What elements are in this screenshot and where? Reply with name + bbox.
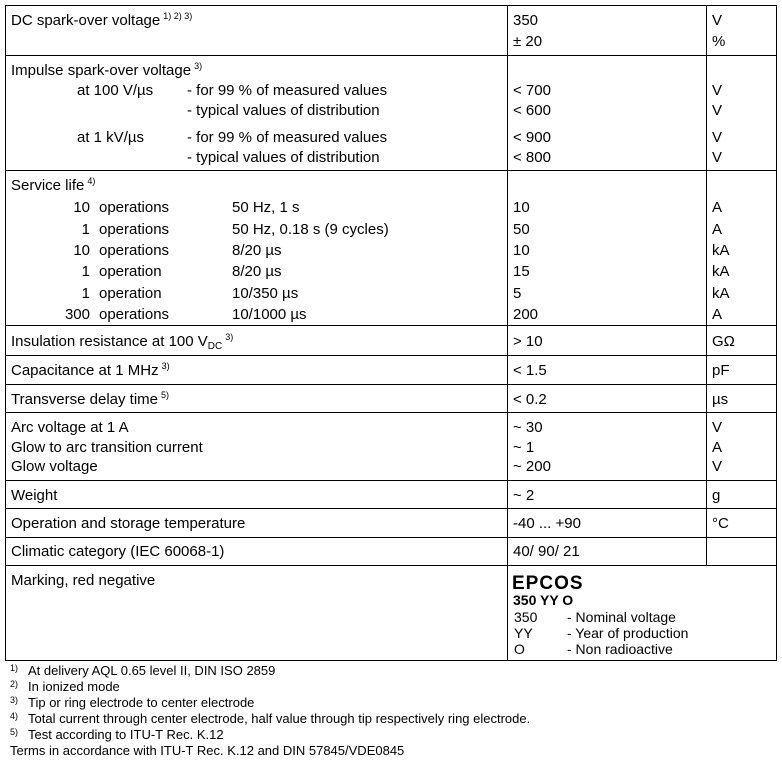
impulse-value-1-1: < 700 xyxy=(513,82,551,99)
terms-note: Terms in accordance with ITU-T Rec. K.12 and DIN 57845/VDE0845 xyxy=(10,743,405,758)
impulse-desc-2-2: - typical values of distribution xyxy=(187,149,380,166)
capacitance-unit: pF xyxy=(712,362,730,379)
marking-key: YY xyxy=(514,625,533,641)
weight-value: ~ 2 xyxy=(513,487,535,504)
capacitance-footnote-ref: 3) xyxy=(161,361,170,371)
glow-arc-current-label: Glow to arc transition current xyxy=(11,439,203,456)
marking-desc: - Non radioactive xyxy=(567,641,673,657)
impulse-value-2-2: < 800 xyxy=(513,149,551,166)
footnote-number: 4) xyxy=(10,711,19,721)
delay-label-text: Transverse delay time xyxy=(11,391,158,408)
footnote-number: 3) xyxy=(10,695,19,705)
impulse-value-1-2: < 600 xyxy=(513,102,551,119)
table-top-border xyxy=(5,5,777,6)
insulation-label-text: Insulation resistance at 100 V xyxy=(11,333,208,350)
service-value: 15 xyxy=(513,263,530,280)
service-count: 1 xyxy=(81,221,90,238)
service-count: 1 xyxy=(81,285,90,302)
glow-arc-current-value: ~ 1 xyxy=(513,439,535,456)
service-value: 200 xyxy=(513,306,539,323)
arc-voltage-value: ~ 30 xyxy=(513,419,543,436)
impulse-rate-2: at 1 kV/µs xyxy=(77,129,145,146)
service-ops: operation xyxy=(99,263,162,280)
impulse-unit-2-2: V xyxy=(712,149,723,166)
glow-voltage-unit: V xyxy=(712,458,723,475)
service-value: 10 xyxy=(513,242,530,259)
delay-footnote-ref: 5) xyxy=(161,390,170,400)
service-ops: operations xyxy=(99,221,170,238)
service-count: 10 xyxy=(73,242,90,259)
marking-key: O xyxy=(514,641,525,657)
marking-label: Marking, red negative xyxy=(11,572,156,589)
dc-spark-over-label xyxy=(11,12,192,31)
dc-value-1: 350 xyxy=(513,12,539,29)
temperature-unit: °C xyxy=(712,515,729,532)
service-ops: operations xyxy=(99,242,170,259)
service-condition: 10/1000 µs xyxy=(232,306,307,323)
footnote-number: 1) xyxy=(10,663,19,673)
dc-label-text: DC spark-over voltage xyxy=(11,12,161,29)
service-unit: kA xyxy=(712,263,730,280)
footnote xyxy=(10,695,254,712)
service-unit: kA xyxy=(712,285,730,302)
climatic-value: 40/ 90/ 21 xyxy=(513,543,580,560)
glow-voltage-value: ~ 200 xyxy=(513,458,551,475)
service-value: 50 xyxy=(513,221,530,238)
insulation-footnote-ref: 3) xyxy=(225,332,234,342)
insulation-unit: GΩ xyxy=(712,333,735,350)
footnote xyxy=(10,711,530,728)
row-divider xyxy=(5,384,777,385)
footnote-text: In ionized mode xyxy=(28,679,120,694)
service-ops: operations xyxy=(99,306,170,323)
delay-value: < 0.2 xyxy=(513,391,547,408)
service-footnote-ref: 4) xyxy=(87,176,96,186)
impulse-label xyxy=(11,62,202,81)
glow-voltage-label: Glow voltage xyxy=(11,458,98,475)
dc-unit-1: V xyxy=(712,12,723,29)
marking-desc: - Nominal voltage xyxy=(567,609,676,625)
impulse-unit-1-1: V xyxy=(712,82,723,99)
row-divider xyxy=(5,170,777,171)
dc-unit-2: % xyxy=(712,33,726,50)
table-right-border xyxy=(776,5,777,660)
impulse-unit-2-1: V xyxy=(712,129,723,146)
table-left-border xyxy=(5,5,6,660)
weight-unit: g xyxy=(712,487,721,504)
arc-voltage-label: Arc voltage at 1 A xyxy=(11,419,129,436)
footnote-text: Test according to ITU-T Rec. K.12 xyxy=(28,727,224,742)
insulation-subscript: DC xyxy=(207,341,223,352)
service-count: 1 xyxy=(81,263,90,280)
footnote-number: 2) xyxy=(10,679,19,689)
row-divider xyxy=(5,565,777,566)
capacitance-label xyxy=(11,362,170,381)
row-divider xyxy=(5,55,777,56)
row-divider xyxy=(5,325,777,326)
row-divider xyxy=(5,537,777,538)
impulse-unit-1-2: V xyxy=(712,102,723,119)
service-value: 10 xyxy=(513,199,530,216)
impulse-footnote-ref: 3) xyxy=(194,61,203,71)
row-divider xyxy=(5,412,777,413)
delay-label xyxy=(11,391,169,410)
impulse-desc-1-1: - for 99 % of measured values xyxy=(187,82,388,99)
row-divider xyxy=(5,508,777,509)
impulse-desc-1-2: - typical values of distribution xyxy=(187,102,380,119)
impulse-value-2-1: < 900 xyxy=(513,129,551,146)
insulation-value: > 10 xyxy=(513,333,543,350)
impulse-desc-2-1: - for 99 % of measured values xyxy=(187,129,388,146)
dc-value-2: ± 20 xyxy=(513,33,543,50)
impulse-rate-1: at 100 V/µs xyxy=(77,82,154,99)
service-unit: A xyxy=(712,306,723,323)
service-ops: operation xyxy=(99,285,162,302)
capacitance-value: < 1.5 xyxy=(513,362,547,379)
service-unit: kA xyxy=(712,242,730,259)
service-condition: 8/20 µs xyxy=(232,242,282,259)
footnote-text: Total current through center electrode, half value through tip respectively ring electrode. xyxy=(28,711,531,726)
epcos-logo: EPCOS xyxy=(512,573,584,594)
capacitance-label-text: Capacitance at 1 MHz xyxy=(11,362,159,379)
footnote xyxy=(10,727,224,744)
climatic-label: Climatic category (IEC 60068-1) xyxy=(11,543,225,560)
glow-arc-current-unit: A xyxy=(712,439,723,456)
service-count: 300 xyxy=(64,306,90,323)
service-condition: 50 Hz, 0.18 s (9 cycles) xyxy=(232,221,389,238)
row-divider xyxy=(5,355,777,356)
service-value: 5 xyxy=(513,285,522,302)
footnote-text: Tip or ring electrode to center electrode xyxy=(28,695,255,710)
temperature-value: -40 ... +90 xyxy=(513,515,581,532)
service-life-label xyxy=(11,177,95,196)
footnote-text: At delivery AQL 0.65 level II, DIN ISO 2859 xyxy=(28,663,276,678)
temperature-label: Operation and storage temperature xyxy=(11,515,246,532)
marking-key: 350 xyxy=(514,609,538,625)
marking-code: 350 YY O xyxy=(513,592,574,608)
arc-voltage-unit: V xyxy=(712,419,723,436)
insulation-label xyxy=(11,333,233,352)
service-unit: A xyxy=(712,199,723,216)
row-divider xyxy=(5,480,777,481)
marking-desc: - Year of production xyxy=(567,625,689,641)
impulse-label-text: Impulse spark-over voltage xyxy=(11,62,192,79)
service-condition: 50 Hz, 1 s xyxy=(232,199,300,216)
value-column-divider xyxy=(507,5,508,660)
service-condition: 8/20 µs xyxy=(232,263,282,280)
dc-footnote-ref: 1) 2) 3) xyxy=(163,11,193,21)
footnote-number: 5) xyxy=(10,727,19,737)
weight-label: Weight xyxy=(11,487,58,504)
service-ops: operations xyxy=(99,199,170,216)
service-label-text: Service life xyxy=(11,177,85,194)
service-condition: 10/350 µs xyxy=(232,285,299,302)
service-count: 10 xyxy=(73,199,90,216)
footnote xyxy=(10,663,275,680)
table-bottom-border xyxy=(5,660,777,661)
delay-unit: µs xyxy=(712,391,729,408)
service-unit: A xyxy=(712,221,723,238)
unit-column-divider xyxy=(706,5,707,565)
